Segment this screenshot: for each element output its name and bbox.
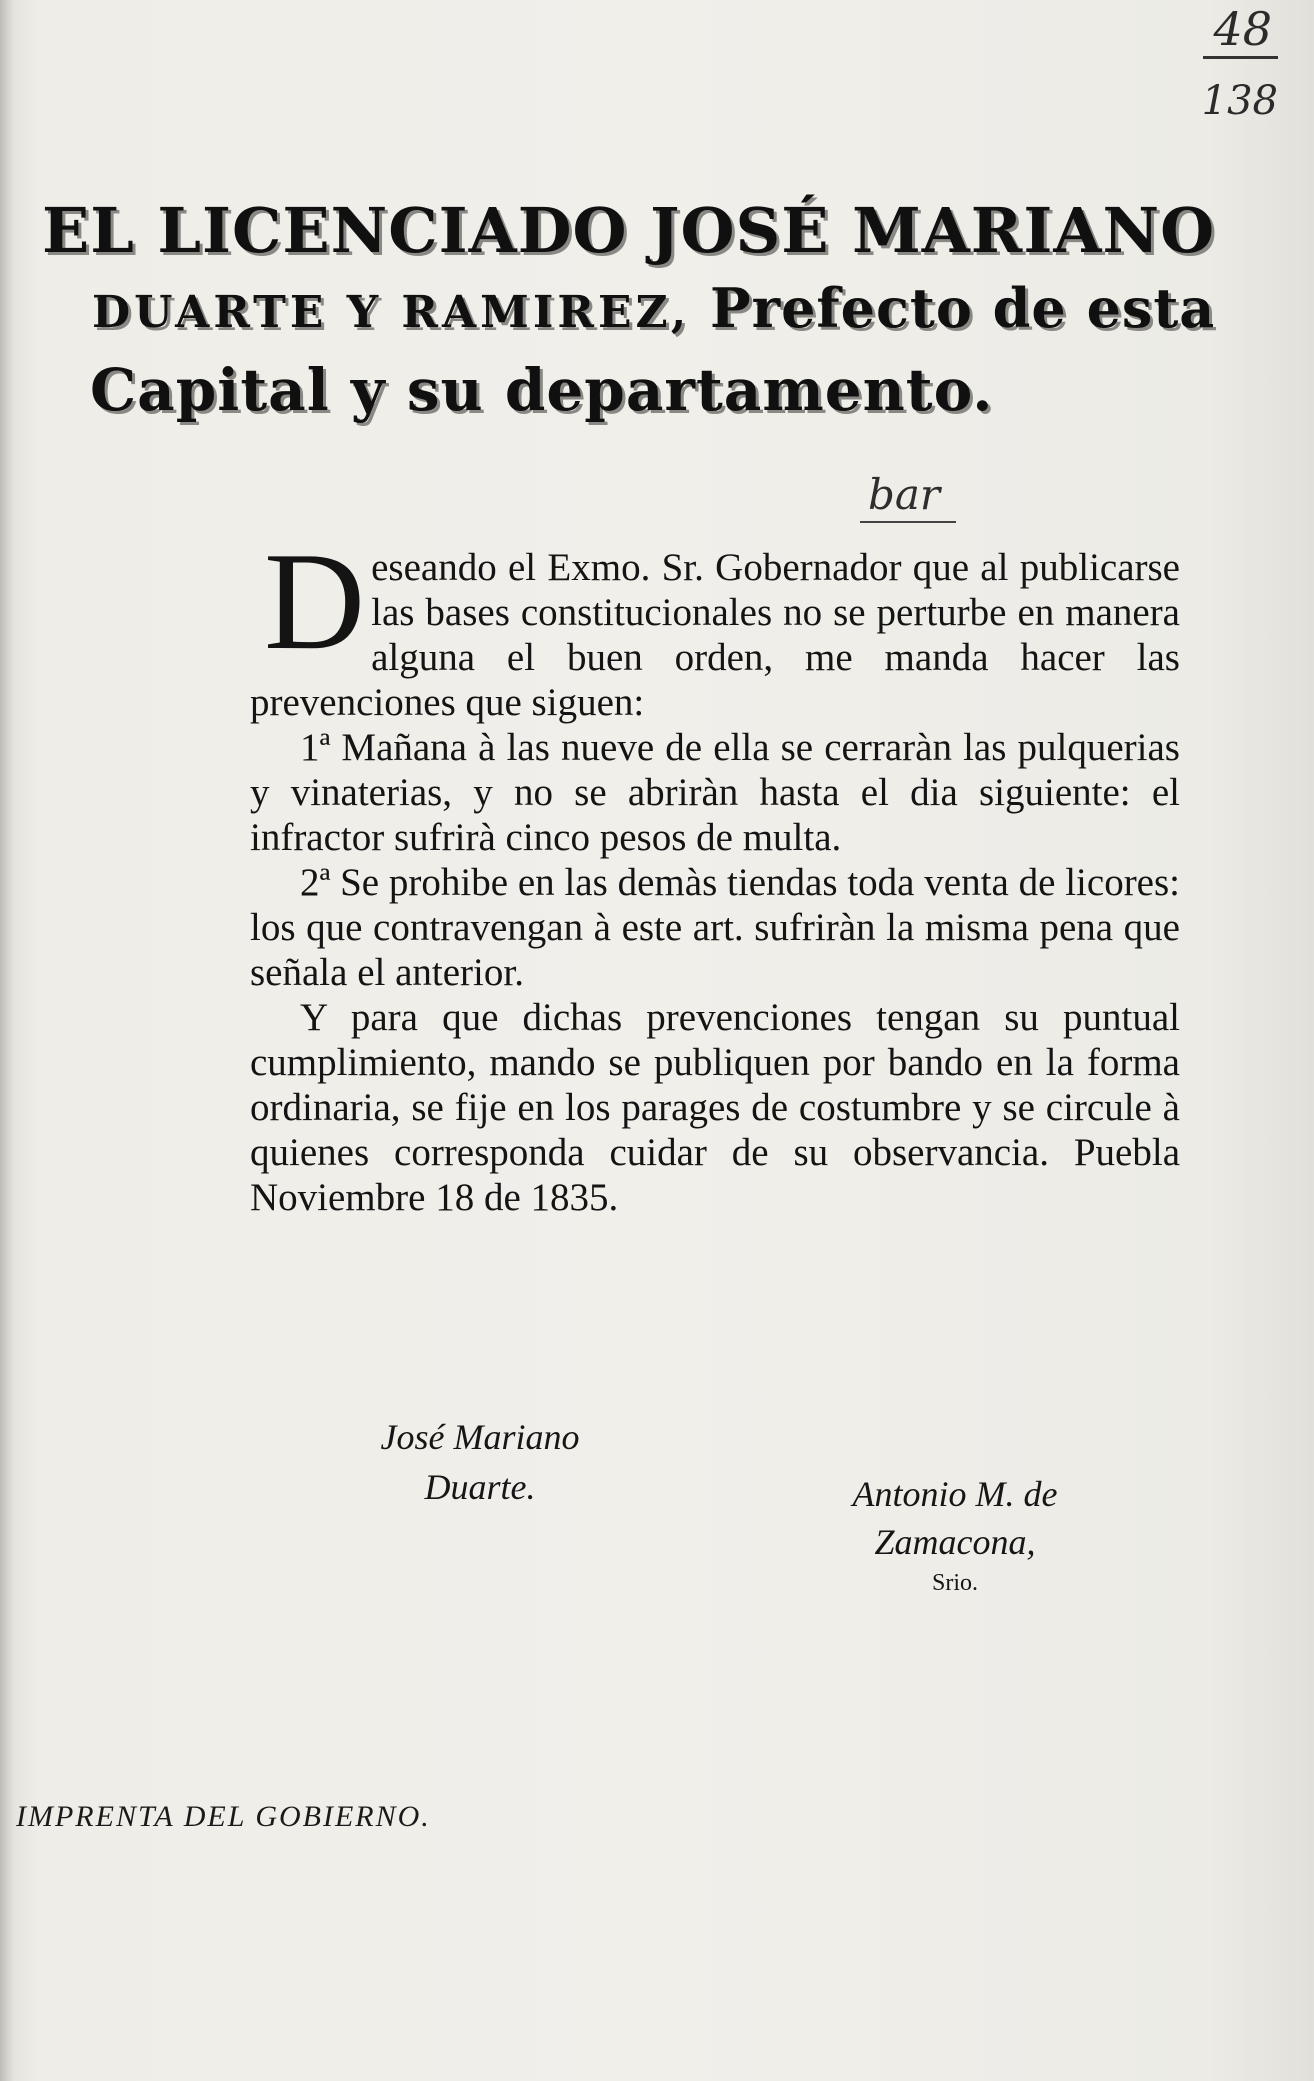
- signature-secretary: [810, 1470, 1100, 1600]
- printer-imprint: IMPRENTA DEL GOBIERNO.: [16, 1800, 431, 1833]
- provision-2: 2ª Se prohibe en las demàs tiendas toda venta de licores: los que contravengan à este art. sufriràn la misma pena que señala el anterior.: [250, 861, 1180, 994]
- signature-secretary-line2: Zamacona,: [874, 1522, 1036, 1562]
- intro-paragraph: [250, 524, 1180, 725]
- signature-prefect-line2: Duarte.: [424, 1467, 536, 1507]
- margin-note-number: 138: [1201, 78, 1278, 124]
- drop-cap: D: [264, 524, 366, 679]
- signature-secretary-line1: Antonio M. de: [852, 1474, 1058, 1514]
- heading-line-1: EL LICENCIADO JOSÉ MARIANO: [42, 194, 1216, 267]
- document-heading: [42, 192, 1217, 429]
- margin-note-folio: 48: [1203, 2, 1278, 59]
- signature-secretary-role: Srio.: [931, 1570, 978, 1596]
- heading-line-3: Capital y su departamento.: [90, 356, 994, 424]
- intro-text: eseando el Exmo. Sr. Gobernador que al publicarse las bases constitucionales no se perturbe en manera alguna el buen orden, me manda hacer las prevenciones que siguen:: [250, 546, 1180, 724]
- decree-body: [250, 524, 1180, 1220]
- heading-line-2: [42, 270, 1217, 351]
- signature-prefect-line1: José Mariano: [380, 1417, 580, 1457]
- provision-1: 1ª Mañana à las nueve de ella se cerraràn las pulquerias y vinaterias, y no se abriràn hasta el dia siguiente: el infractor sufrirà cinco pesos de multa.: [250, 726, 1180, 859]
- closing-paragraph: Y para que dichas prevenciones tengan su puntual cumplimiento, mando se publiquen por bando en la forma ordinaria, se fije en los parages de costumbre y se circule à quienes corresponda cuidar de su observancia. Puebla Noviembre 18 de 1835.: [250, 996, 1180, 1219]
- signature-prefect: [350, 1412, 610, 1512]
- handwritten-note: bar: [860, 470, 956, 523]
- heading-title-prefecto: Prefecto de esta: [710, 276, 1216, 340]
- heading-name-smallcaps: DUARTE Y RAMIREZ,: [92, 287, 691, 338]
